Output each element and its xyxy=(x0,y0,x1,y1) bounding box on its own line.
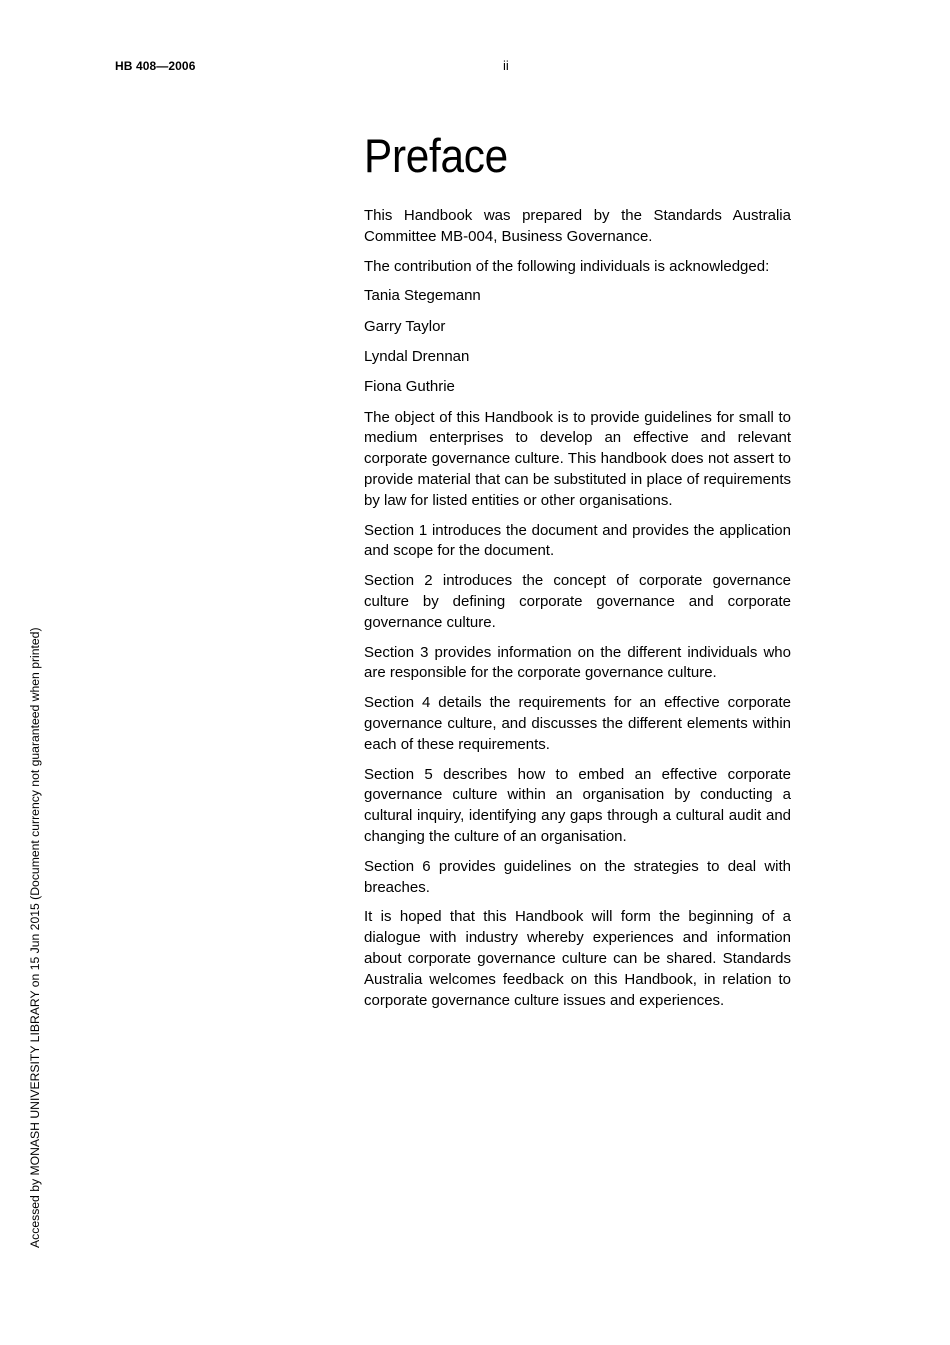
individual-name: Garry Taylor xyxy=(364,317,446,335)
access-notice: Accessed by MONASH UNIVERSITY LIBRARY on 15 Jun 2015 (Document currency not guaranteed when printed) xyxy=(28,627,42,1248)
page-number: ii xyxy=(503,58,509,73)
preface-content xyxy=(364,128,791,1020)
section-4-summary: Section 4 details the requirements for an effective corporate governance culture, and discusses the different elements within each of these requirements. xyxy=(364,694,791,753)
intro-paragraph: This Handbook was prepared by the Standards Australia Committee MB-004, Business Governance. xyxy=(364,207,791,245)
closing-paragraph: It is hoped that this Handbook will form the beginning of a dialogue with industry whereby experiences and information about corporate governance culture can be shared. Standards Australia welcomes feedback on this Handbook, in relation to corporate governance culture issues and experiences. xyxy=(364,908,791,1009)
document-id: HB 408—2006 xyxy=(115,59,196,73)
section-1-summary: Section 1 introduces the document and provides the application and scope for the document. xyxy=(364,521,791,560)
acknowledgement-paragraph: The contribution of the following individuals is acknowledged: xyxy=(364,257,770,275)
object-paragraph: The object of this Handbook is to provide guidelines for small to medium enterprises to develop an effective and relevant corporate governance culture. This handbook does not assert to provide material that can be substituted in place of requirements by law for listed entities or other organisations. xyxy=(364,408,791,509)
page-title: Preface xyxy=(364,129,508,182)
individual-name: Lyndal Drennan xyxy=(364,347,470,365)
individual-name: Fiona Guthrie xyxy=(364,378,455,396)
section-6-summary: Section 6 provides guidelines on the strategies to deal with breaches. xyxy=(364,857,791,896)
section-3-summary: Section 3 provides information on the different individuals who are responsible for the corporate governance culture. xyxy=(364,643,791,682)
individual-name: Tania Stegemann xyxy=(364,287,481,305)
section-5-summary: Section 5 describes how to embed an effective corporate governance culture within an organisation by conducting a cultural inquiry, identifying any gaps through a cultural audit and changing the culture of an organisation. xyxy=(364,765,791,845)
section-2-summary: Section 2 introduces the concept of corporate governance culture by defining corporate governance and corporate governance culture. xyxy=(364,572,791,631)
